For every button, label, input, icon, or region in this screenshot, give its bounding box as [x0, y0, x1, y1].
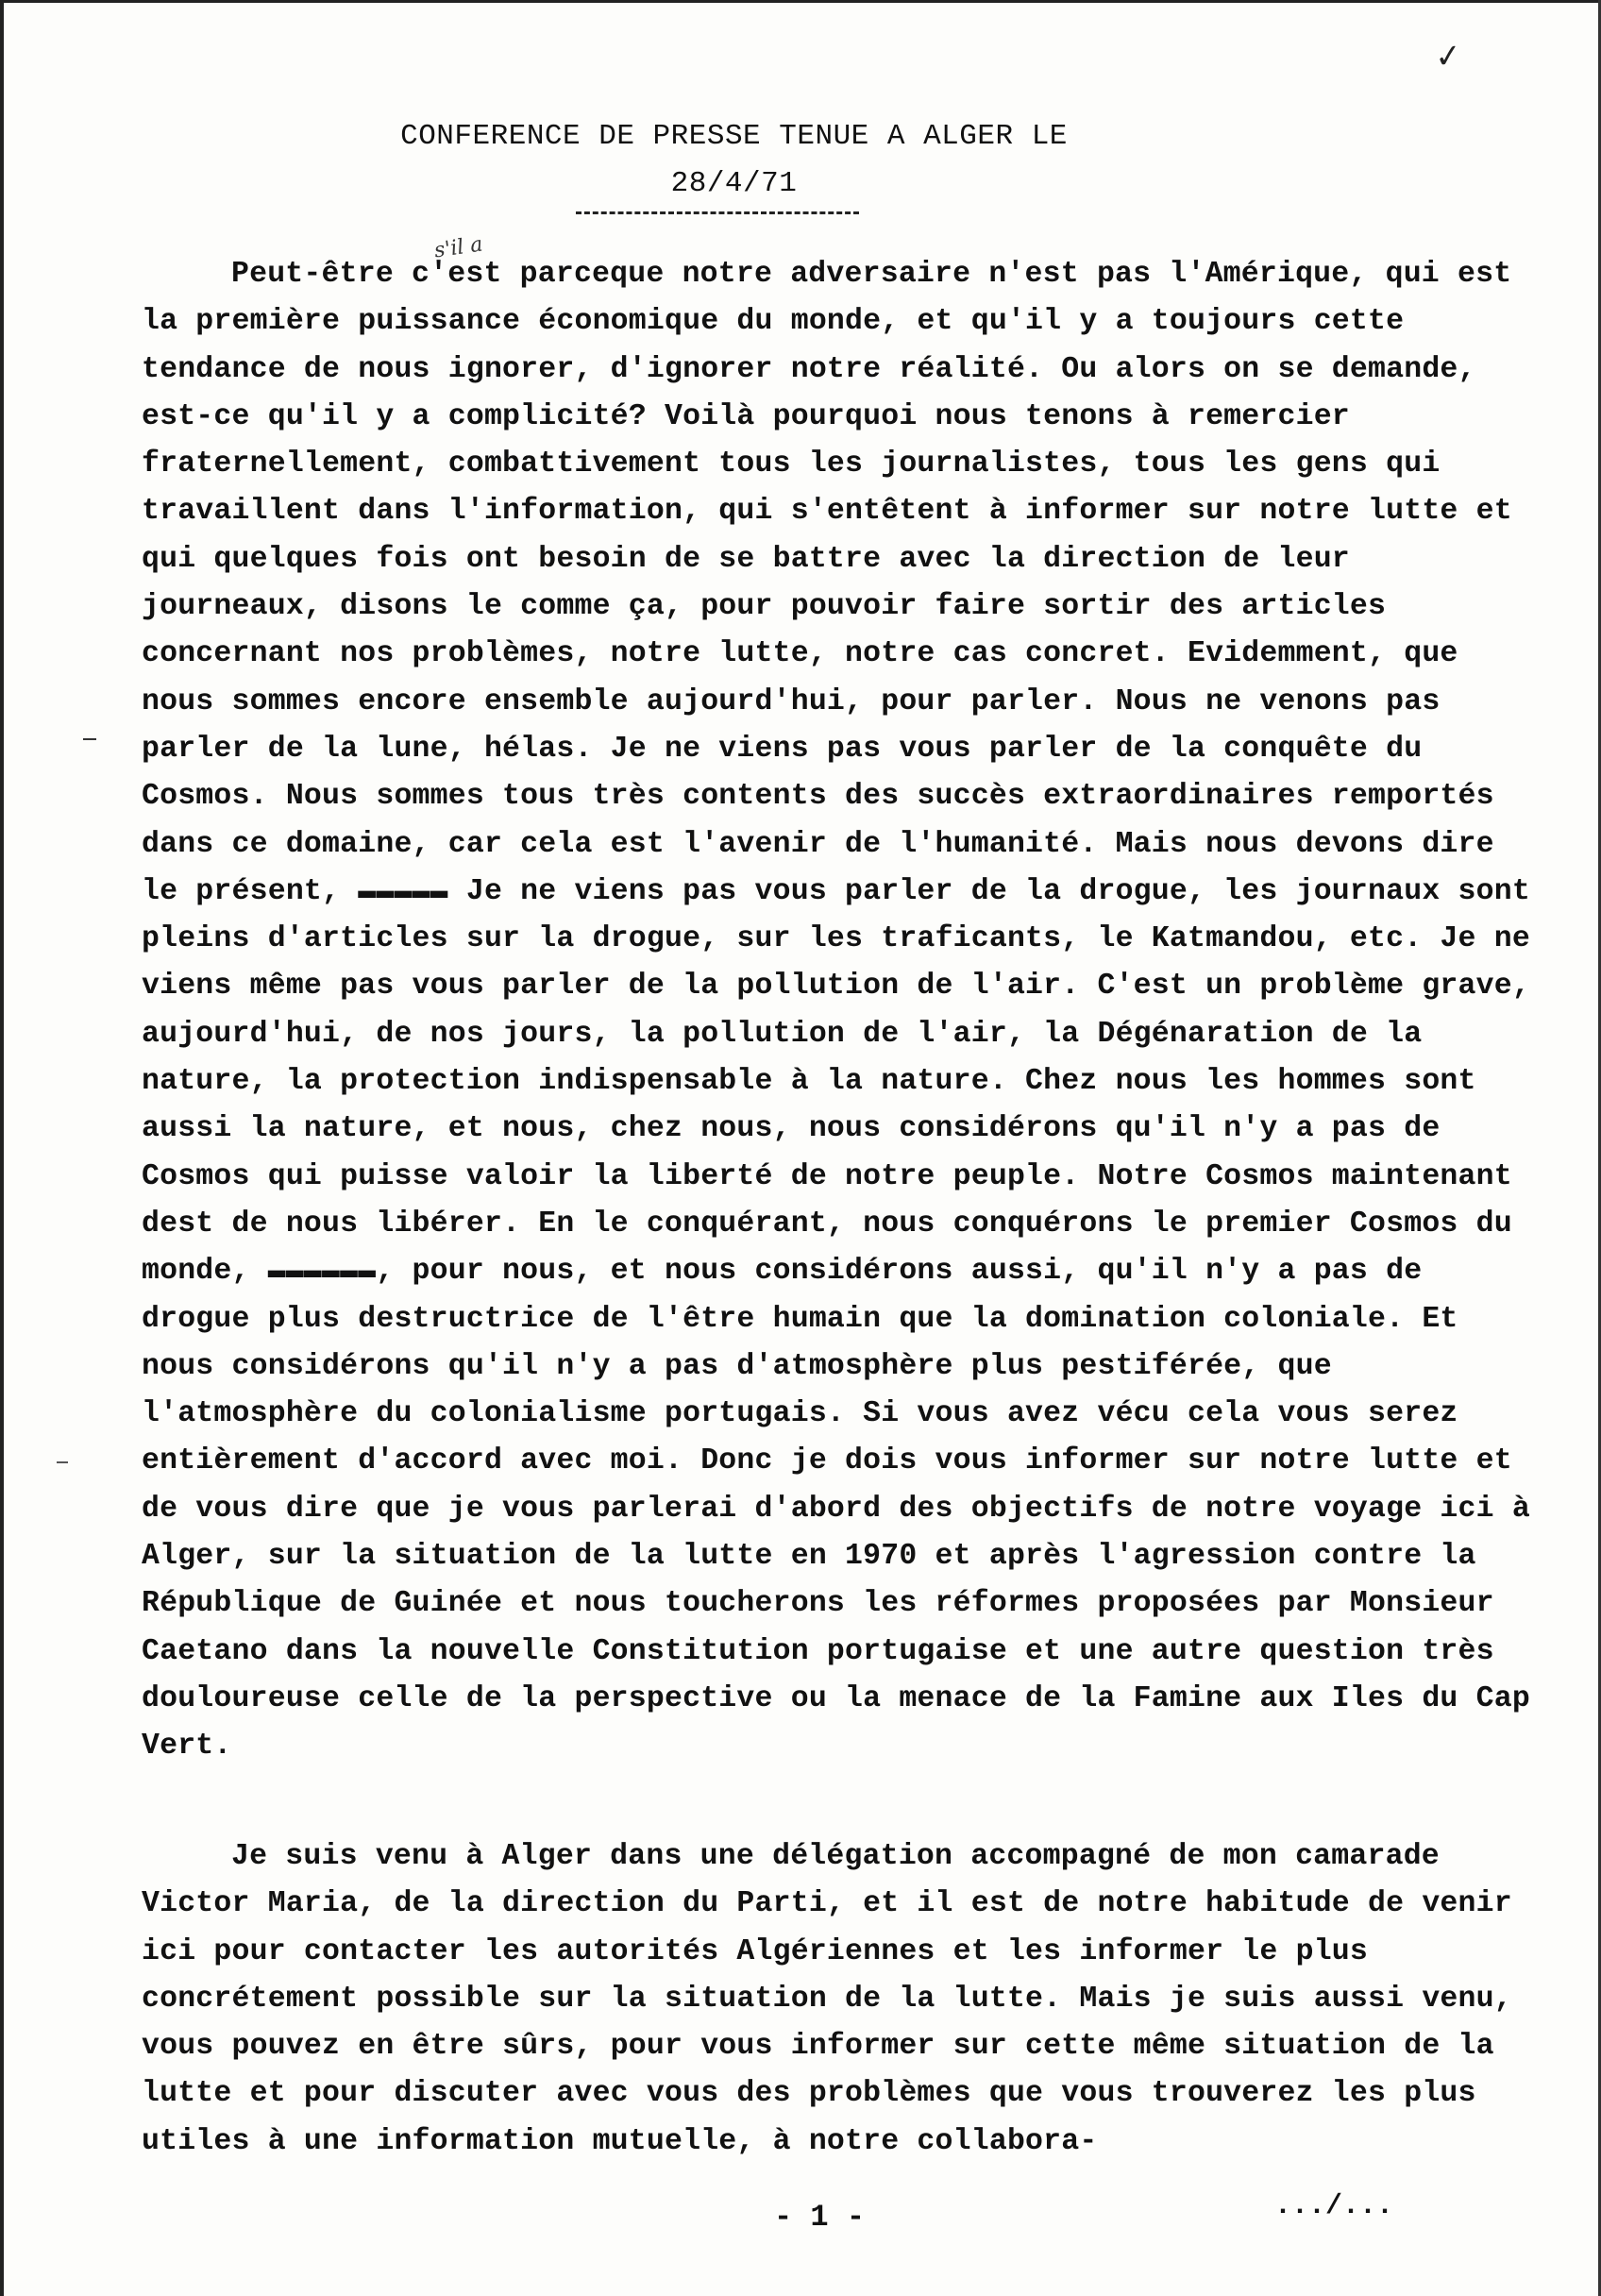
- continuation-mark: .../...: [1274, 2190, 1394, 2222]
- document-title: [0, 113, 1468, 208]
- checkmark-annotation: ✓: [1432, 36, 1464, 77]
- title-underline: [576, 211, 859, 214]
- body-paragraph-2-container: [142, 1833, 1539, 2166]
- body-paragraph-1-container: [142, 251, 1539, 1771]
- title-line-2: 28/4/71: [670, 167, 798, 200]
- page-edge-left: [0, 0, 4, 2296]
- handwritten-correction: s'il a: [432, 232, 485, 263]
- body-paragraph-2: Je suis venu à Alger dans une délégation accompagné de mon camarade Victor Maria, de la direction du Parti, et il est de notre habitude de venir ici pour contacter les autorités Algériennes et les informer le plus concrétement possible sur la situation de la lutte. Mais je suis aussi venu, vous pouvez en être sûrs, pour vous informer sur cette même situation de la lutte et pour discuter avec vous des problèmes que vous trouverez les plus utiles à une information mutuelle, à notre collabora-: [142, 1840, 1512, 2158]
- page-edge-top: [0, 0, 1601, 3]
- page-number: - 1 -: [774, 2200, 866, 2235]
- margin-mark: [83, 738, 96, 740]
- margin-mark: [57, 1461, 68, 1463]
- title-line-1: CONFERENCE DE PRESSE TENUE A ALGER LE: [400, 120, 1068, 153]
- body-paragraph-1: Peut-être c'est parceque notre adversaire n'est pas l'Amérique, qui est la première puissance économique du monde, et qu'il y a toujours cette tendance de nous ignorer, d'ignorer notre réalité. Ou alors on se demande, est-ce qu'il y a complicité? Voilà pourquoi nous tenons à remercier fraternellement, combattivement tous les journalistes, tous les gens qui travaillent dans l'information, qui s'entêtent à informer sur notre lutte et qui quelques fois ont besoin de se battre avec la direction de leur journeaux, disons le comme ça, pour pouvoir faire sortir des articles concernant nos problèmes, notre lutte, notre cas concret. Evidemment, que nous sommes encore ensemble aujourd'hui, pour parler. Nous ne venons pas parler de la lune, hélas. Je ne viens pas vous parler de la conquête du Cosmos. Nous sommes tous très contents des succès extraordinaires remportés dans ce domaine, car cela est l'avenir de l'humanité. Mais nous devons dire le présent, ▬▬▬▬▬ Je ne viens pas vous parler de la drogue, les journaux sont pleins d'articles sur la drogue, sur les traficants, le Katmandou, etc. Je ne viens même pas vous parler de la pollution de l'air. C'est un problème grave, aujourd'hui, de nos jours, la pollution de l'air, la Dégénaration de la nature, la protection indispensable à la nature. Chez nous les hommes sont aussi la nature, et nous, chez nous, nous considérons qu'il n'y a pas de Cosmos qui puisse valoir la liberté de notre peuple. Notre Cosmos maintenant dest de nous libérer. En le conquérant, nous conquérons le premier Cosmos du monde, ▬▬▬▬▬▬, pour nous, et nous considérons aussi, qu'il n'y a pas de drogue plus destructrice de l'être humain que la domination coloniale. Et nous considérons qu'il n'y a pas d'atmosphère plus pestiférée, que l'atmosphère du colonialisme portugais. Si vous avez vécu cela vous serez entièrement d'accord avec moi. Donc je dois vous informer sur notre lutte et de vous dire que je vous parlerai d'abord des objectifs de notre voyage ici à Alger, sur la situation de la lutte en 1970 et après l'agression contre la République de Guinée et nous toucherons les réformes proposées par Monsieur Caetano dans la nouvelle Constitution portugaise et une autre question très douloureuse celle de la perspective ou la menace de la Famine aux Iles du Cap Vert.: [142, 258, 1530, 1764]
